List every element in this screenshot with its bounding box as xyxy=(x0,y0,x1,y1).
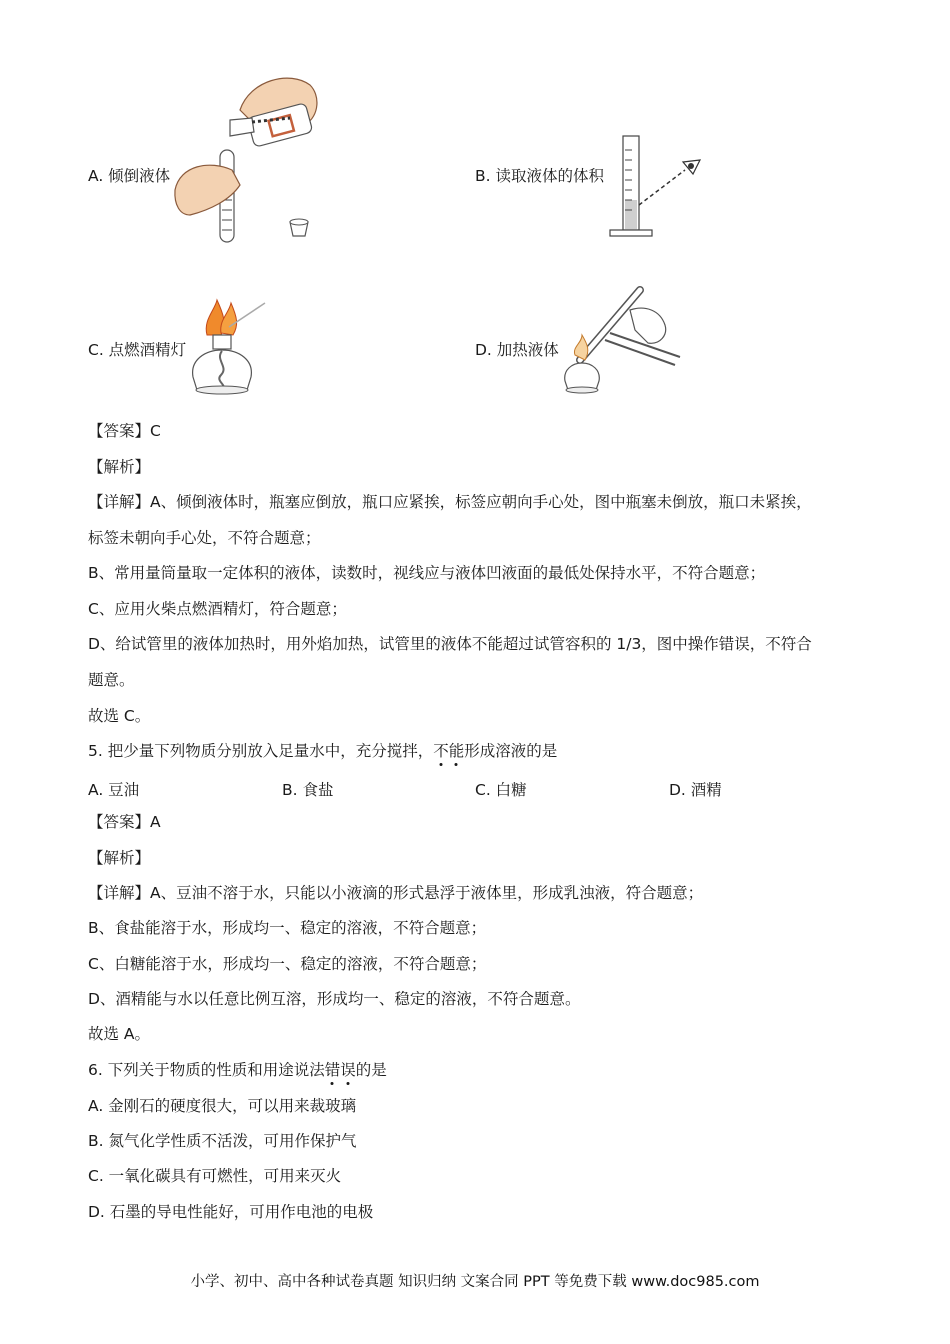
q5-detail-line: D、酒精能与水以任意比例互溶，形成均一、稳定的溶液，不符合题意。 xyxy=(88,990,581,1008)
q6-stem-emphasis: 错 xyxy=(324,1061,341,1079)
q6-option: A. 金刚石的硬度很大，可以用来裁玻璃 xyxy=(88,1097,357,1115)
q5-detail-line: 故选 A。 xyxy=(88,1025,151,1043)
q5-analysis-title: 【解析】 xyxy=(88,849,151,867)
q5-option: A. 豆油 xyxy=(88,781,140,799)
alcohol-lamp-lighting-figure xyxy=(185,295,275,405)
q4-detail-line: 【详解】A、倾倒液体时，瓶塞应倒放，瓶口应紧挨，标签应朝向手心处，图中瓶塞未倒放，瓶口未紧挨， xyxy=(88,493,812,511)
q5-stem-emphasis: 能 xyxy=(448,742,465,760)
q4-option-b-label: B. 读取液体的体积 xyxy=(475,167,604,185)
q5-stem-pre: 5. 把少量下列物质分别放入足量水中，充分搅拌， xyxy=(88,742,434,760)
q5-option: C. 白糖 xyxy=(475,781,527,799)
q6-option: B. 氮气化学性质不活泼，可用作保护气 xyxy=(88,1132,357,1150)
q5-stem-post: 形成溶液的是 xyxy=(464,742,558,760)
q4-option-d-label: D. 加热液体 xyxy=(475,341,559,359)
q5-detail-line: 【详解】A、豆油不溶于水，只能以小液滴的形式悬浮于液体里，形成乳浊液，符合题意； xyxy=(88,884,704,902)
q4-analysis-title: 【解析】 xyxy=(88,458,151,476)
heating-test-tube-figure xyxy=(560,285,685,400)
q4-option-a-label: A. 倾倒液体 xyxy=(88,167,171,185)
q4-detail-line: 标签未朝向手心处，不符合题意； xyxy=(88,529,321,547)
q4-answer: 【答案】C xyxy=(88,422,161,440)
q6-option: C. 一氧化碳具有可燃性，可用来灭火 xyxy=(88,1167,342,1185)
q5-answer: 【答案】A xyxy=(88,813,161,831)
q5-option: B. 食盐 xyxy=(282,781,334,799)
pouring-liquid-figure xyxy=(170,70,330,245)
q6-option: D. 石墨的导电性能好，可用作电池的电极 xyxy=(88,1203,374,1221)
q5-detail-line: C、白糖能溶于水，形成均一、稳定的溶液，不符合题意； xyxy=(88,955,487,973)
graduated-cylinder-reading-figure xyxy=(605,130,715,240)
q4-detail-line: B、常用量筒量取一定体积的液体，读数时，视线应与液体凹液面的最低处保持水平，不符合题意； xyxy=(88,564,766,582)
q5-option: D. 酒精 xyxy=(669,781,722,799)
q4-detail-line: 故选 C。 xyxy=(88,707,151,725)
q6-stem-emphasis: 误 xyxy=(340,1061,356,1079)
q4-option-c-label: C. 点燃酒精灯 xyxy=(88,341,187,359)
q5-stem-emphasis: 不 xyxy=(433,742,449,760)
q4-detail-line: C、应用火柴点燃酒精灯，符合题意； xyxy=(88,600,347,618)
q5-detail-line: B、食盐能溶于水，形成均一、稳定的溶液，不符合题意； xyxy=(88,919,487,937)
q4-detail-line: D、给试管里的液体加热时，用外焰加热，试管里的液体不能超过试管容积的 1/3，图中操作错误，不符合 xyxy=(88,635,812,653)
page-footer: 小学、初中、高中各种试卷真题 知识归纳 文案合同 PPT 等免费下载 www.doc985.com xyxy=(190,1274,760,1290)
q6-stem-pre: 6. 下列关于物质的性质和用途说法 xyxy=(88,1061,325,1079)
q6-stem xyxy=(88,1060,387,1080)
q6-stem-post: 的是 xyxy=(355,1061,387,1079)
q4-detail-line: 题意。 xyxy=(88,671,135,689)
q5-stem xyxy=(88,741,557,761)
